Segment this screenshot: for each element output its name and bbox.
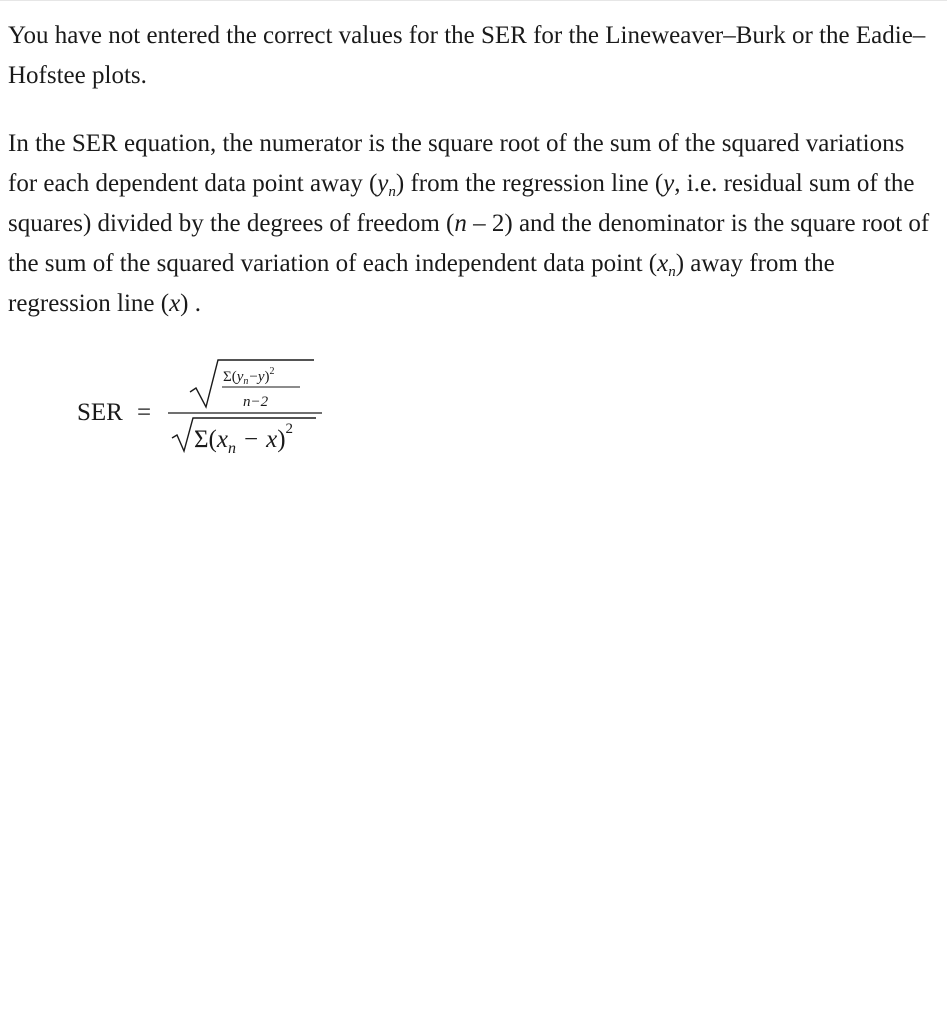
- var-yn: $y_n$: [377, 170, 396, 200]
- explanation-text-1: In the SER equation, the numerator is the square root of the sum of the squared variations for each dependent data point away (: [8, 130, 905, 197]
- explanation-text-5: ) away from the regression line (: [8, 250, 835, 317]
- error-message-text: You have not entered the correct values for the SER for the Lineweaver–Burk or the Eadie–Hofstee plots.: [8, 22, 926, 89]
- var-xn: $x_n$: [657, 250, 676, 280]
- top-divider: [0, 0, 947, 1]
- denominator-expression: $\Sigma(x_n - x)^2$: [194, 421, 294, 457]
- var-n: n: [454, 210, 467, 237]
- var-x: x: [169, 290, 181, 317]
- numerator-sum-expression: $\Sigma(y_n-y)^2$: [223, 366, 275, 387]
- ser-equation: [0, 352, 400, 472]
- var-y: y: [663, 170, 675, 197]
- error-message: [8, 16, 938, 96]
- equation-lhs: SER: [77, 399, 123, 426]
- equation-equals: =: [137, 399, 152, 426]
- explanation-text-6: ) .: [180, 290, 201, 317]
- explanation-paragraph: [8, 124, 938, 324]
- ser-equation-svg: [0, 352, 400, 472]
- inner-denominator: n−2: [243, 394, 269, 410]
- explanation-text-4: – 2) and the denominator is the square root of the sum of the squared variation of each independent data point (: [8, 210, 930, 277]
- explanation-text-3: , i.e. residual sum of the squares) divided by the degrees of freedom (: [8, 170, 915, 237]
- explanation-text-2: ) from the regression line (: [395, 170, 664, 197]
